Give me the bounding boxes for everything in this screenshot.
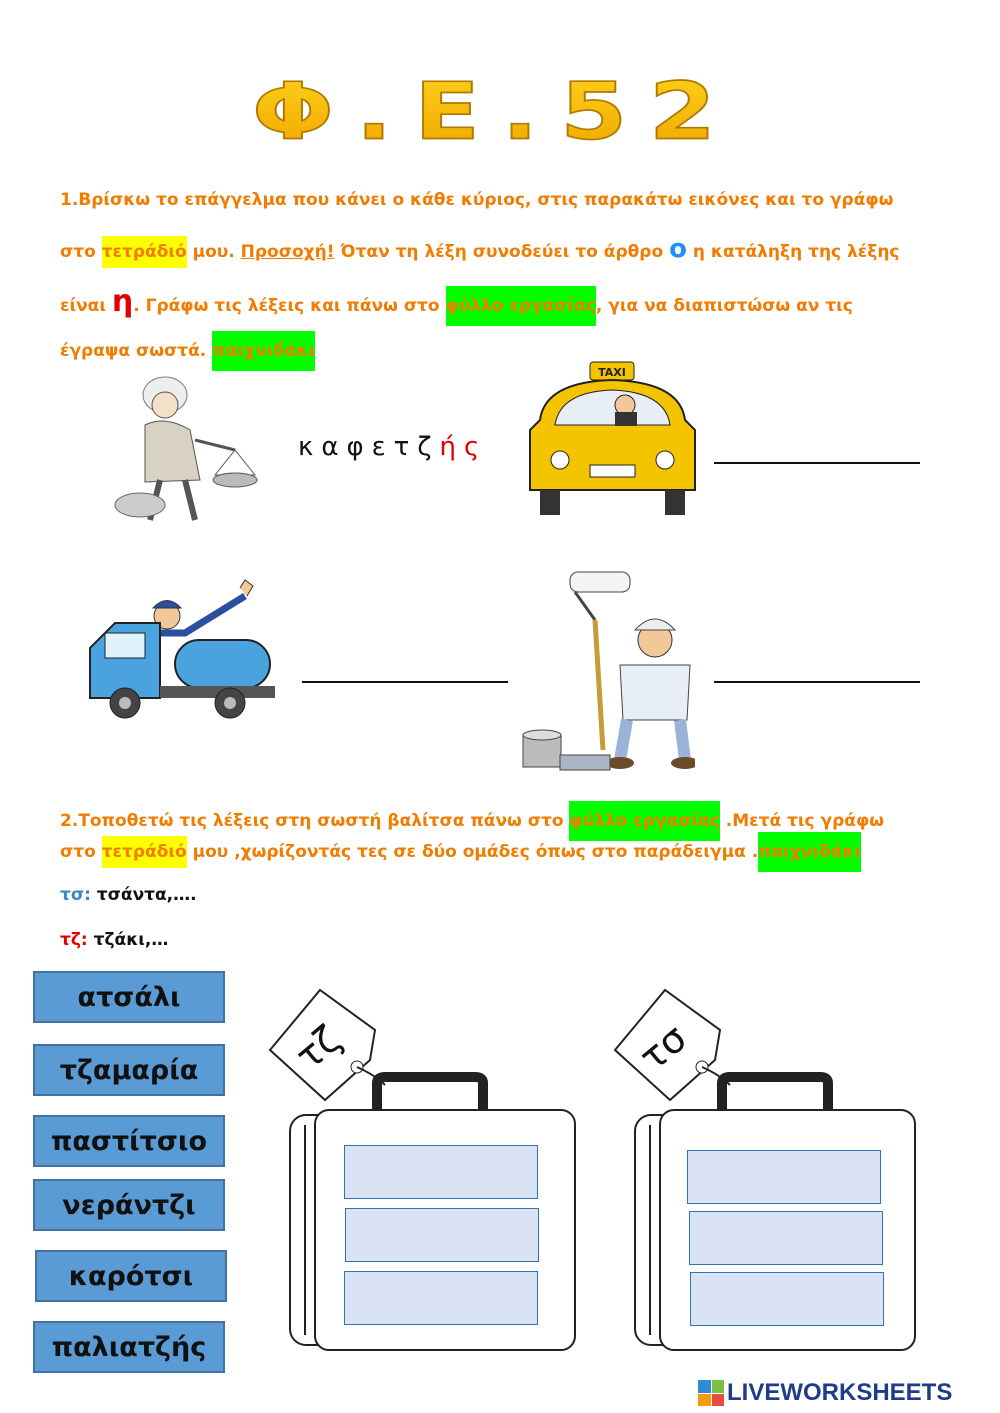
liveworksheets-logo (698, 1379, 952, 1407)
word-card[interactable]: παλιατζής (33, 1321, 225, 1373)
tag-label-tz: τζ (287, 1016, 349, 1079)
logo-text: LIVEWORKSHEETS (727, 1379, 953, 1406)
instruction-line-1: 1.Βρίσκω το επάγγελμα που κάνει ο κάθε κύριος, στις παρακάτω εικόνες και το γράφω (60, 190, 894, 210)
ending-eta: η (111, 284, 134, 319)
luggage-tag-ts (615, 990, 730, 1100)
highlight-tetradio-2: τετράδιό (102, 836, 187, 868)
word-card[interactable]: παστίτσιο (33, 1115, 225, 1167)
article-o: ο (669, 234, 687, 264)
worksheet-link-2[interactable]: φύλλο εργασίας (569, 801, 719, 841)
instruction-line-2: στο τετράδιό μου. Προσοχή! Όταν τη λέξη συνοδεύει το άρθρο ο η κατάληξη της λέξης (60, 225, 940, 277)
answer-line-truck[interactable] (302, 681, 508, 683)
instruction2-line-2: στο τετράδιό μου ,χωρίζοντάς τες σε δύο ομάδες όπως στο παράδειγμα .παιχνιδάκι (60, 837, 940, 868)
drop-slot-tz-2[interactable] (345, 1208, 539, 1262)
coffee-man-image (105, 370, 275, 530)
drop-slot-ts-1[interactable] (687, 1150, 881, 1204)
word-card[interactable]: νεράντζι (33, 1179, 225, 1231)
instruction-line-3: είναι η. Γράφω τις λέξεις και πάνω στο φύλλο εργασίας, για να διαπιστώσω αν τις (60, 277, 940, 331)
painter-image (515, 570, 695, 780)
worksheet-title (175, 60, 815, 160)
drop-slot-ts-2[interactable] (689, 1211, 883, 1265)
instruction-line-4: έγραψα σωστά. παιχνιδάκι (60, 331, 940, 371)
water-truck-image (85, 578, 280, 728)
word-card[interactable]: ατσάλι (33, 971, 225, 1023)
answer-line-taxi[interactable] (714, 462, 920, 464)
luggage-tag-tz (270, 990, 385, 1100)
highlight-tetradio: τετράδιό (102, 236, 187, 268)
word-card[interactable]: καρότσι (35, 1250, 227, 1302)
taxi-image (520, 360, 705, 520)
game-link[interactable]: παιχνιδάκι (212, 331, 315, 371)
attention-word: Προσοχή! (240, 242, 335, 262)
drop-slot-tz-1[interactable] (344, 1145, 538, 1199)
example-tz: τζ: τζάκι,… (60, 930, 169, 950)
liveworksheets-badge-icon (698, 1380, 724, 1406)
tag-label-ts: τσ (630, 1015, 696, 1080)
word-card[interactable]: τζαμαρία (33, 1044, 225, 1096)
title-text: Φ.Ε.52 (252, 66, 738, 158)
taxi-sign-text: TAXI (598, 366, 626, 379)
game-link-2[interactable]: παιχνιδάκι (758, 832, 861, 872)
instruction2-line-1: 2.Τοποθετώ τις λέξεις στη σωστή βαλίτσα πάνω στο φύλλο εργασίας .Μετά τις γράφω (60, 806, 940, 837)
drop-slot-tz-3[interactable] (344, 1271, 538, 1325)
instructions-section-1 (60, 176, 940, 371)
example-answer-word: καφετζής (298, 432, 488, 462)
example-ts: τσ: τσάντα,…. (60, 885, 197, 905)
worksheet-link[interactable]: φύλλο εργασίας (446, 286, 596, 326)
drop-slot-ts-3[interactable] (690, 1272, 884, 1326)
answer-line-painter[interactable] (714, 681, 920, 683)
instructions-section-2 (60, 806, 940, 868)
